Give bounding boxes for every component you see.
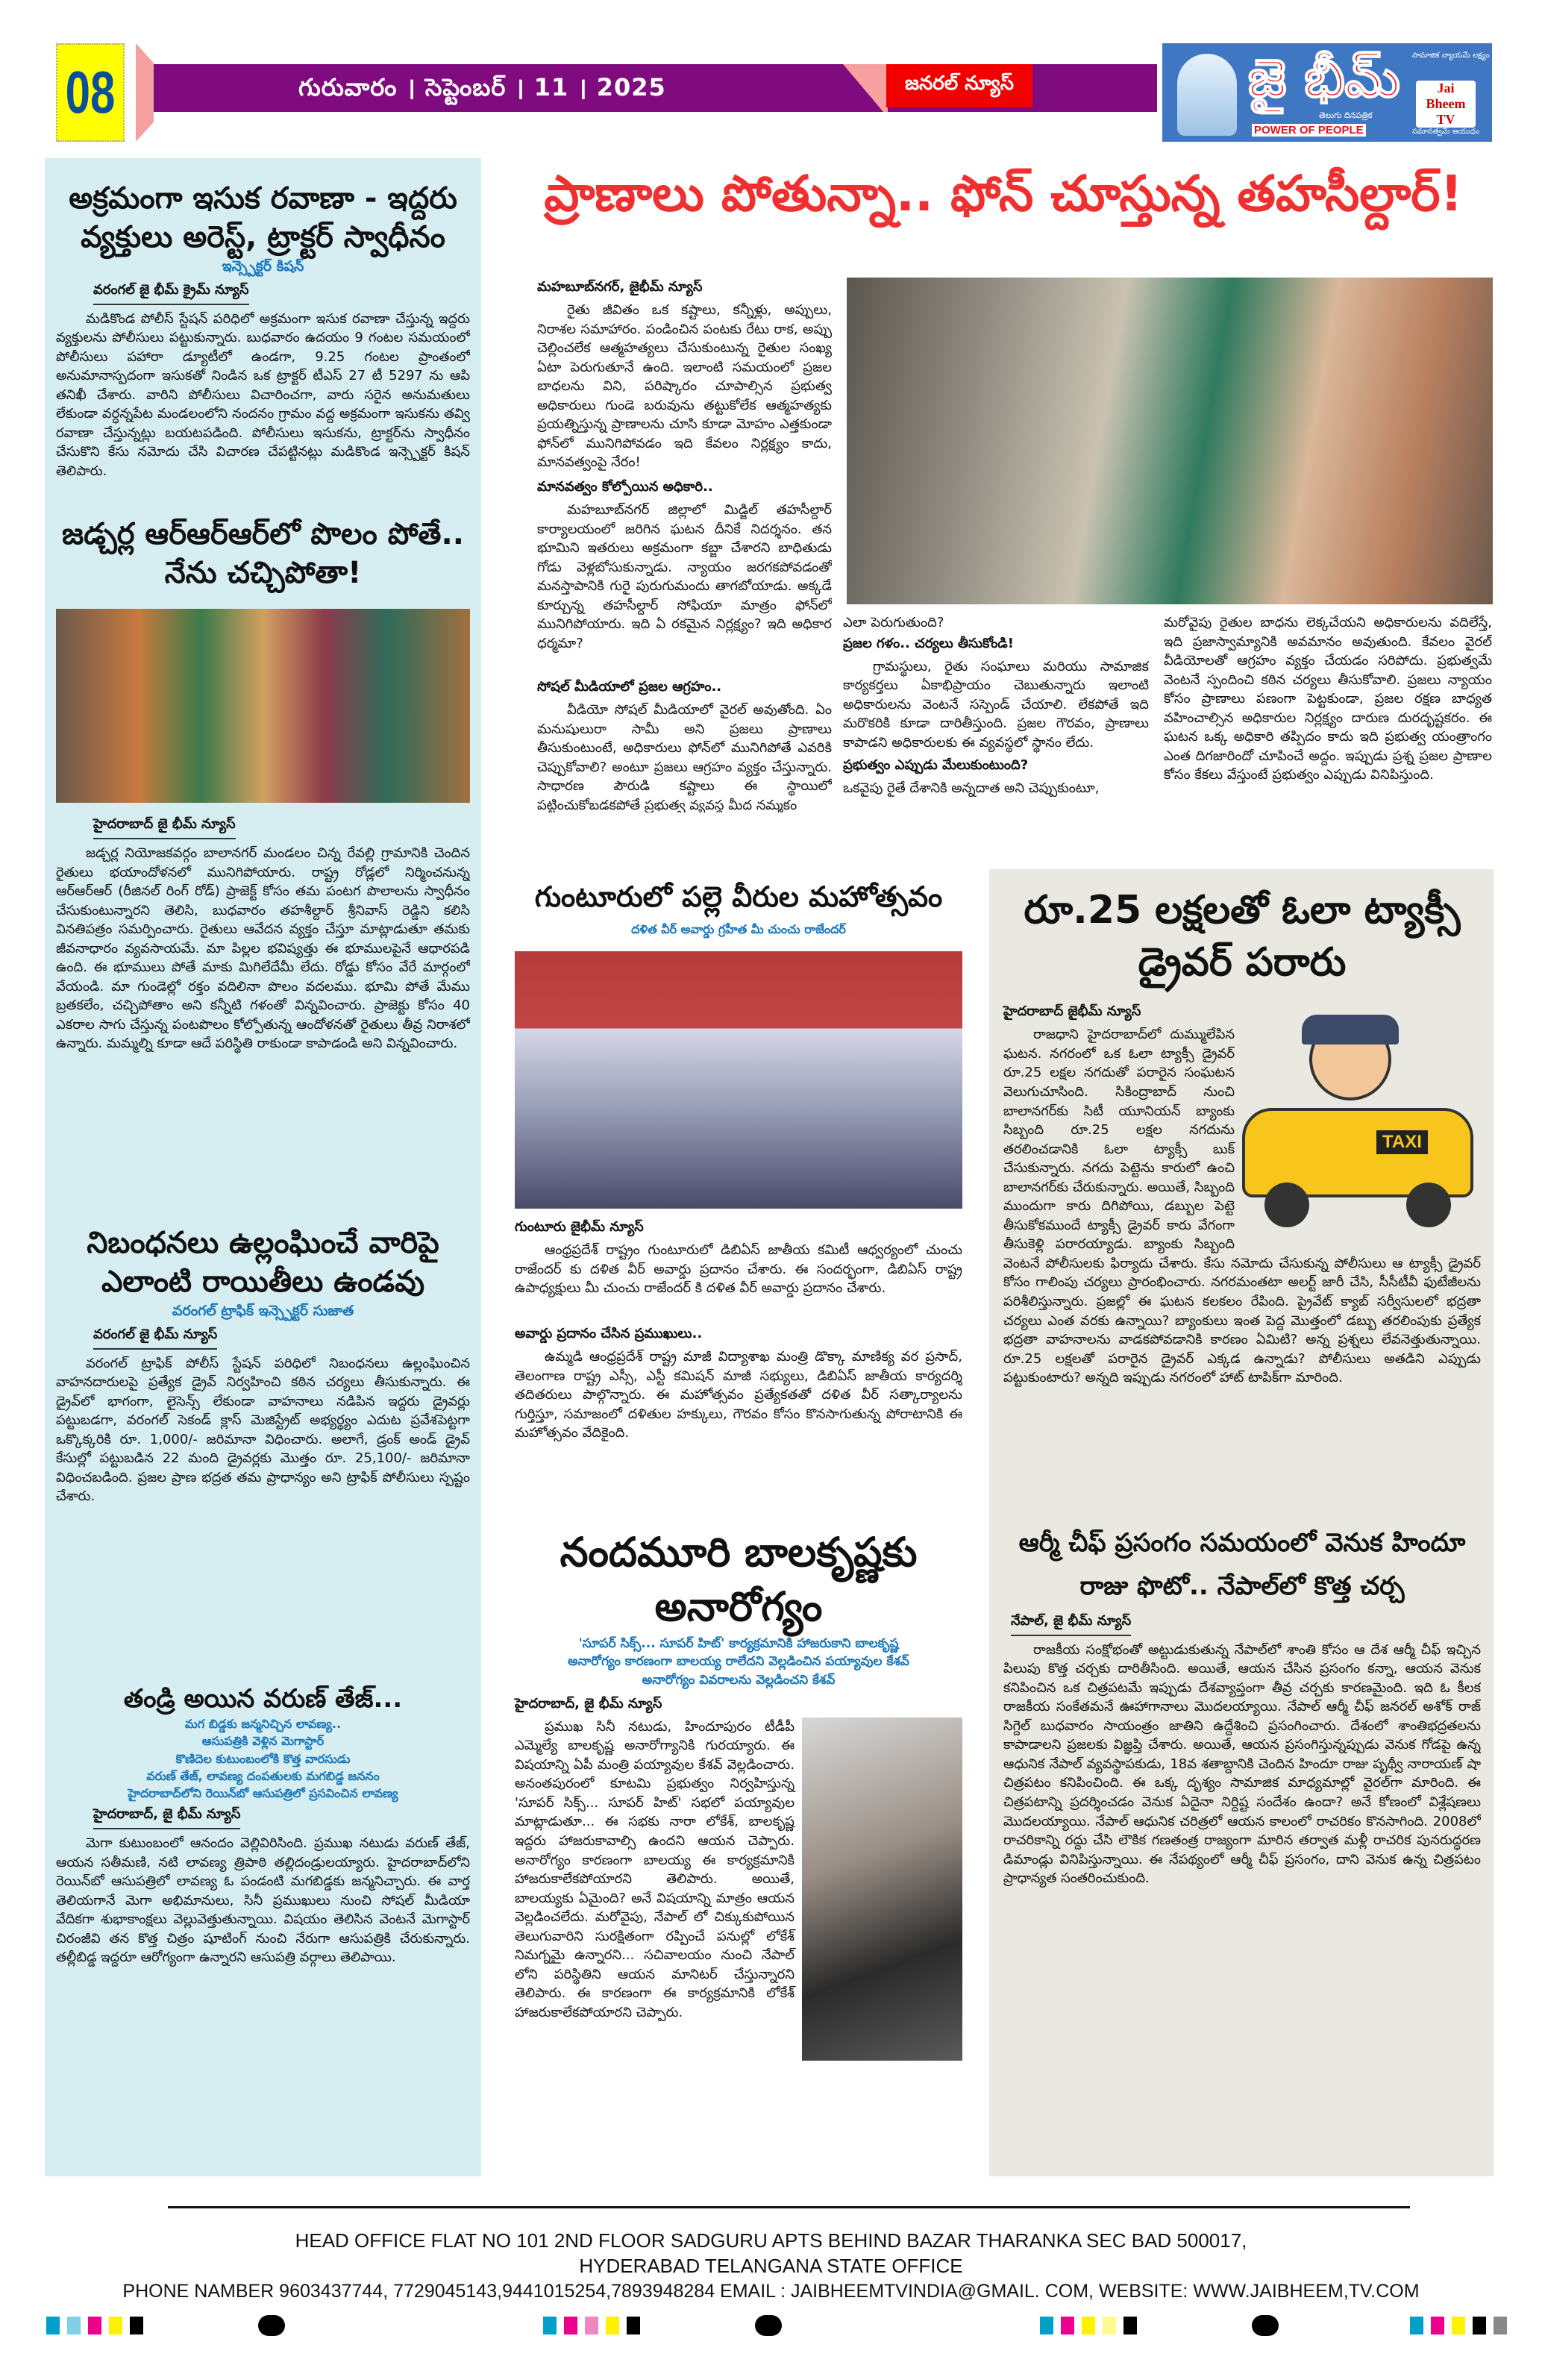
color-mark — [1040, 2317, 1053, 2334]
article-body: రైతు జీవితం ఒక కష్టాలు, కన్నీళ్లు, అప్పులు, నిరాశల సమాహారం. పండించిన పంటకు రేటు రాక, అప్పు చెల్లించలేక ఆత్మహత్యలు చేసుకుంటున్న రైతుల సంఖ్య ఏటా పెరుగుతూనే ఉంది. ఇలాంటి సమయంలో ప్రజల బాధలను విని, పరిష్కారం చూపాల్సిన ప్రభుత్వ అధికారులు గుండె బరువును తట్టుకోలేక ఆత్మహత్యకు ప్రయత్నిస్తున్న ప్రాణాలను చూసి కూడా మోహం ఎత్తకుండా ఫోన్‌లో మునిగిపోవడం ఇది కేవలం నిర్లక్ష్యం కాదు, మానవత్వంపై నేరం! — [537, 302, 832, 471]
dateline: హైదరాబాద్, జై భీమ్ న్యూస్ — [515, 1695, 662, 1712]
color-mark — [1123, 2317, 1137, 2334]
logo-telugu-daily: తెలుగు దినపత్రిక — [1319, 110, 1373, 120]
subheadline: దళిత వీర్ అవార్డు గ్రహీత మీ చుంచు రాజేందర్ — [631, 922, 846, 936]
subhead: సోషల్ మీడియాలో ప్రజల ఆగ్రహం.. — [537, 679, 722, 695]
color-mark — [564, 2317, 577, 2334]
headline: నిబంధనలు ఉల్లంఘించే వారిపై ఎలాంటి రాయితీలు ఉండవు — [87, 1226, 439, 1299]
subheadline: కొణిదెల కుటుంబంలోకి కొత్త వారసుడు — [175, 1751, 351, 1766]
color-mark — [1410, 2317, 1423, 2334]
registration-mark — [258, 2315, 285, 2336]
subhead: ప్రజల గళం.. చర్యలు తీసుకోండి! — [843, 635, 1014, 651]
color-mark — [109, 2317, 122, 2334]
subhead: మానవత్వం కోల్పోయిన అధికారి.. — [537, 479, 713, 495]
subheadline: అనారోగ్యం వివరాలను వెల్లడించని కేశవ్ — [642, 1673, 836, 1688]
article-body: మహబూబ్‌నగర్ జిల్లాలో మిడ్జిల్ తహసీల్దార్ కార్యాలయంలో జరిగిన ఘటన దీనికే నిదర్శనం. తన భూమిని ఇతరులు అక్రమంగా కబ్జా చేశారని బాధితుడు గోడు వెళ్లబోసుకున్నాడు. న్యాయం జరగకపోవడంతో మనస్తాపానికి గురై పురుగుమందు తాగబోయాడు. అక్కడే కూర్చున్న తహసీల్దార్ సోఫియా మాత్రం ఫోన్‌లో మునిగిపోయారు. ఇది ఏ రకమైన నిర్లక్ష్యం? ఇది అధికార ధర్మమా? — [537, 502, 832, 651]
dateline: వరంగల్ జై భీమ్ న్యూస్ — [93, 1327, 217, 1350]
article-varun-tej — [56, 1682, 470, 2132]
subheadline: హైదరాబాద్‌లోని రెయిన్‌బో ఆసుపత్రిలో ప్రసవించిన లావణ్య — [128, 1785, 398, 1800]
balakrishna-photo — [802, 1717, 962, 2061]
dateline: గుంటూరు జైభీమ్ న్యూస్ — [515, 1219, 644, 1236]
color-mark — [130, 2317, 143, 2334]
footer-office: HYDERABAD TELANGANA STATE OFFICE — [579, 2255, 963, 2277]
color-mark — [88, 2317, 101, 2334]
driver-cap-icon — [1302, 1015, 1399, 1045]
color-mark — [585, 2317, 598, 2334]
wheel-icon — [1406, 1183, 1451, 1227]
color-mark — [543, 2317, 557, 2334]
logo-tagline: POWER OF PEOPLE — [1252, 124, 1366, 137]
logo-bottom-note: సమానత్వమే ఆయుధం — [1412, 128, 1480, 136]
color-mark — [1082, 2317, 1095, 2334]
dateline: హైదరాబాద్ జైభీమ్ న్యూస్ — [1003, 1003, 1141, 1020]
headline: గుంటూరులో పల్లె వీరుల మహోత్సవం — [534, 880, 943, 913]
section-badge: జనరల్ న్యూస్ — [886, 64, 1032, 107]
color-mark — [1452, 2317, 1465, 2334]
article-body: జడ్చర్ల నియోజకవర్గం బాలానగర్ మండలం చిన్న రేవల్లి గ్రామానికి చెందిన రైతులు భయాందోళనలో మునిగిపోయారు. రాష్ట్ర రోడ్లలో నిర్మించనున్న ఆర్ఆర్ఆర్ (రీజినల్ రింగ్ రోడ్) ప్రాజెక్ట్ కోసం తమ పంటగ పొలాలను స్వాధీనం చేసుకుంటున్నారని తెలిసి, బుధవారం తహశీల్దార్ శ్రీనివాస్ రెడ్డిని కలిసి వినతిపత్రం సమర్పించారు. రైతులు ఆవేదన వ్యక్తం చేస్తూ మాట్లాడుతూ తమకు జీవనాధారం వ్యవసాయమే. మా పిల్లల భవిష్యత్తు ఈ భూములపైనే ఆధారపడి ఉంది. ఈ భూములు పోతే మాకు మిగిలేదేమీ లేదు. రోడ్డు కోసం వేరే మార్గంలో వేయండి. మా గుండెల్లో రక్తం వదిలినా పొలం వదలము. భూమి పోతే మేము బ్రతకలేం, చచ్చిపోతాం అని కన్నీటి గళంతో విన్నవించారు. ప్రాజెక్టు కోసం 40 ఎకరాల సాగు చేస్తున్న పంటపొలం కోల్పోతున్న ఆందోళనతో రైతులు తీవ్ర నిరాశలో ఉన్నారు. మమ్మల్ని కూడా ఆదే పరిస్థితి రాకుండా కాపాడండి అని విన్నవించారు. — [56, 845, 470, 1052]
headline: రూ.25 లక్షలతో ఓలా ట్యాక్సీ డ్రైవర్ పరారు — [1024, 888, 1461, 986]
masthead-logo — [1162, 43, 1492, 142]
main-story-col3 — [1164, 613, 1492, 830]
article-body: ఒకవైపు రైతే దేశానికి అన్నదాత అని చెప్పుకుంటూ, — [843, 780, 1100, 796]
subheadline: వరంగల్ ట్రాఫిక్ ఇన్స్పెక్టర్ సుజాత — [172, 1303, 354, 1319]
article-body: ఎలా పెరుగుతుంది? — [843, 615, 944, 630]
dateline: హైదరాబాద్ జై భీమ్ న్యూస్ — [93, 816, 236, 839]
logo-top-note: సామాజిక న్యాయమే లక్ష్యం — [1412, 51, 1490, 60]
article-text: రాజధాని హైదరాబాద్‌లో దుమ్ములేపిన ఘటన. నగరంలో ఒక ఓలా ట్యాక్సీ డ్రైవర్ రూ.25 లక్షల నగదుతో పరారైన సంఘటన వెలుగుచూసింది. సికింద్రాబాద్ నుంచి బాలానగర్‌కు సిటీ యూనియన్ బ్యాంకు సిబ్బంది రూ.25 లక్షల నగదును తరలించడానికి ఓలా ట్యాక్సీ బుక్ చేసుకున్నారు. నగదు పెట్టెను కారులో ఉంచి బాలానగర్‌కు చేరుకున్నారు. అయితే, సిబ్బంది ముందుగా కారు దిగిపోయి, డబ్బుల పెట్టె తీసుకోకముందే ట్యాక్సీ డ్రైవర్ కారు వేగంగా తీసుకెళ్లి పరారయ్యాడు. బ్యాంకు సిబ్బంది వెంటనే పోలీసులకు ఫిర్యాదు చేశారు. కేసు నమోదు చేసుకున్న పోలీసులు ఆ ట్యాక్సీ డ్రైవర్ కోసం గాలింపు చర్యలు ప్రారంభించారు. నగరమంతటా అలర్ట్ జారీ చేసి, సీసీటీవీ ఫుటేజీలను పరిశీలిస్తున్నారు. ప్రజల్లో ఈ ఘటన కలకలం రేపింది. ప్రైవేట్ క్యాబ్ సర్వీసులలో భద్రతా చర్యలు ఎంత వరకు ఉన్నాయి? బ్యాంకులు ఇంత పెద్ద మొత్తంలో డబ్బు తరలింపుకు ప్రత్యేక భద్రతా వాహనాలను వాడకపోవడానికి కారణం ఏమిటి? అన్న ప్రశ్నలు లేవనెత్తుతున్నాయి. రూ.25 లక్షలతో పరారైన డ్రైవర్ ఎక్కడ ఉన్నాడు? పోలీసులు అతడిని ఎప్పుడు పట్టుకుంటారు? అన్నది ఇప్పుడు నగరంలో హాట్ టాపిక్‌గా మారింది. — [1003, 1027, 1481, 1386]
logo-title: జై భీమ్ — [1248, 48, 1400, 109]
subheadline: ఇన్స్పెక్టర్ కిషన్ — [222, 258, 304, 275]
color-mark — [1103, 2317, 1116, 2334]
dateline: మహబూబ్‌నగర్, జైభీమ్ న్యూస్ — [537, 279, 703, 295]
farmers-photo — [56, 609, 470, 803]
subheadline: 'సూపర్ సిక్స్... సూపర్ హిట్' కార్యక్రమానికి హాజరుకాని బాలకృష్ణ — [578, 1635, 899, 1651]
color-mark — [606, 2317, 619, 2334]
subheadline: ఆసుపత్రికి వెళ్లిన మెగాస్టార్ — [201, 1734, 325, 1749]
main-story-col1 — [537, 276, 832, 812]
article-body: మడికొండ పోలీస్ స్టేషన్ పరిధిలో అక్రమంగా ఇసుక రవాణా చేస్తున్న ఇద్దరు వ్యక్తులను పోలీసులు పట్టుకున్నారు. బుధవారం ఉదయం 9 గంటల సమయంలో పోలీసులు పహారా డ్యూటీలో ఉండగా, 9.25 గంటల ప్రాంతంలో అనుమానాస్పదంగా ఇసుకతో నిండిన ఒక ట్రాక్టర్ టీఎస్ 27 టీ 5297 ను ఆపి తనిఖీ చేశారు. వారిని పోలీసులు విచారించగా, వారు సరైన అనుమతులు లేకుండా వర్ధన్నపేట మండలంలోని నందనం గ్రామం వద్ద అక్రమంగా ఇసుకను తవ్వి రవాణా చేస్తున్నట్లు బయటపడింది. పోలీసులు ఇసుకను, ట్రాక్టర్‌ను స్వాధీనం చేసుకొని కేసు నమోదు చేసి విచారణ చేపట్టినట్లు మడికొండ ఇన్స్పెక్టర్ కిషన్ తెలిపారు. — [56, 310, 470, 479]
main-headline: ప్రాణాలు పోతున్నా.. ఫోన్ చూస్తున్న తహసీల్దార్! — [544, 165, 1463, 222]
article-body: వీడియో సోషల్ మీడియాలో వైరల్ అవుతోంది. ఏం మనుషులురా సామీ అని ప్రజలు ప్రాణాలు తీసుకుంటుంటే, అధికారులు ఫోన్‌లో మునిగిపోతే ఎవరికి చెప్పుకోవాలి? అంటూ ప్రజలు ఆగ్రహం వ్యక్తం చేస్తున్నారు. సాధారణ పౌరుడి కష్టాలు ఈ స్థాయిలో పట్టించుకోబడకపోతే ప్రభుత్వ వ్యవస్థ మీద నమ్మకం — [537, 702, 832, 812]
taxi-driver-illustration — [1235, 1018, 1481, 1227]
headline: ఆర్మీ చీఫ్ ప్రసంగం సమయంలో వెనుక హిందూ రాజు ఫొటో.. నేపాల్‌లో కొత్త చర్చ — [1018, 1528, 1466, 1601]
footer-address: HEAD OFFICE FLAT NO 101 2ND FLOOR SADGURU APTS BEHIND BAZAR THARANKA SEC BAD 500017, — [295, 2229, 1247, 2252]
article-body: వరంగల్ ట్రాఫిక్ పోలీస్ స్టేషన్ పరిధిలో నిబంధనలు ఉల్లంఘించిన వాహనదారులపై ప్రత్యేక డ్రైవ్ నిర్వహించి కఠిన చర్యలు తీసుకున్నారు. ఈ డ్రైవ్‌లో భాగంగా, లైసెన్స్ లేకుండా వాహనాలు నడిపిన ఇద్దరు డ్రైవర్లు పట్టుబడగా, వరంగల్ సెకండ్ క్లాస్ మెజిస్ట్రేట్ అభ్యర్థ్యం ఎదుట ప్రవేశపెట్టగా ఒక్కొక్కరికి రూ. 1,000/- జరిమానా విధించారు. అలాగే, డ్రంక్ అండ్ డ్రైవ్ కేసుల్లో పట్టుబడిన 22 మంది డ్రైవర్లకు మొత్తం రూ. 25,100/- జరిమానా విధించబడింది. ప్రజల ప్రాణ భద్రత తమ ప్రాధాన్యం అని ట్రాఫిక్ పోలీసులు స్పష్టం చేశారు. — [56, 1355, 470, 1505]
color-mark — [1061, 2317, 1074, 2334]
jai-bheem-tv-logo: Jai Bheem TV — [1416, 81, 1476, 128]
article-traffic-rules — [56, 1224, 470, 1667]
issue-date: గురువారం । సెప్టెంబర్ । 11 । 2025 — [298, 73, 666, 101]
subheadline: అనారోగ్యం కారణంగా బాలయ్య రాలేదని వెల్లడించిన పయ్యావుల కేశవ్ — [568, 1654, 909, 1670]
color-mark — [1494, 2317, 1507, 2334]
color-mark — [1431, 2317, 1444, 2334]
color-mark — [46, 2317, 60, 2334]
color-mark — [627, 2317, 640, 2334]
wheel-icon — [1264, 1183, 1309, 1227]
subhead: ప్రభుత్వం ఎప్పుడు మేలుకుంటుంది? — [843, 757, 1029, 773]
dateline: వరంగల్ జై భీమ్ క్రైమ్ న్యూస్ — [93, 282, 249, 305]
headline: అక్రమంగా ఇసుక రవాణా - ఇద్దరు వ్యక్తులు అరెస్ట్, ట్రాక్టర్ స్వాధీనం — [69, 181, 457, 254]
article-jadcherla-rrr — [56, 515, 470, 1209]
registration-mark — [1252, 2315, 1279, 2336]
ambedkar-portrait-icon — [1177, 54, 1237, 136]
award-ceremony-photo — [515, 951, 962, 1209]
article-nepal — [1003, 1522, 1481, 2155]
color-mark — [67, 2317, 81, 2334]
color-mark — [1473, 2317, 1486, 2334]
article-body: మెగా కుటుంబంలో ఆనందం వెల్లివిరిసింది. ప్రముఖ నటుడు వరుణ్ తేజ్, ఆయన సతీమణి, నటి లావణ్య త్రిపాఠి తల్లిదండ్రులయ్యారు. హైదరాబాద్‌లోని రెయిన్‌బో ఆసుపత్రిలో లావణ్య ఓ పండంటి మగబిడ్డకు జన్మనిచ్చారు. ఈ వార్త తెలియగానే మెగా అభిమానులు, సినీ ప్రముఖులు నుంచి సోషల్ మీడియా వేదికగా శుభాకాంక్షలు వెల్లువెత్తుతున్నాయి. విషయం తెలిసిన వెంటనే మెగాస్టార్ చిరంజీవి తన కొత్త చిత్రం షూటింగ్ నుంచి నేరుగా ఆసుపత్రికి చేరుకున్నారు. తల్లీబిడ్డ ఇద్దరూ ఆరోగ్యంగా ఉన్నారని ఆసుపత్రి వర్గాలు తెలిపాయి. — [56, 1835, 470, 1966]
subhead: అవార్డు ప్రదానం చేసిన ప్రముఖులు.. — [515, 1326, 703, 1342]
footer-divider — [168, 2206, 1410, 2208]
page-number: 08 — [56, 43, 125, 142]
dateline: నేపాల్, జై భీమ్ న్యూస్ — [1011, 1613, 1131, 1636]
headline: తండ్రి అయిన వరుణ్ తేజ్... — [123, 1684, 403, 1714]
headline: నందమూరి బాలకృష్ణకు అనారోగ్యం — [560, 1529, 918, 1630]
dateline: హైదరాబాద్, జై భీమ్ న్యూస్ — [93, 1806, 240, 1829]
headline: జడ్చర్ల ఆర్ఆర్ఆర్‌లో పొలం పోతే.. నేను చచ్చిపోతా! — [62, 517, 464, 590]
footer-contact: PHONE NAMBER 9603437744, 7729045143,9441015254,7893948284 EMAIL : JAIBHEEMTVINDIA@GMAIL. COM, WEBSITE: WWW.JAIBHEEM,TV.COM — [122, 2281, 1420, 2302]
article-body: గ్రామస్థులు, రైతు సంఘాలు మరియు సామాజిక కార్యకర్తలు ఏకాభిప్రాయం చెబుతున్నారు ఇలాంటి అధికారులను వెంటనే సస్పెండ్ చేయాలి. లేకపోతే ఇది మరొకరికి కూడా దారితీస్తుంది. ప్రజల గౌరవం, ప్రాణాలు కాపాడని అధికారులకు ఈ వ్యవస్థలో స్థానం లేదు. — [843, 658, 1149, 751]
article-body: ఉమ్మడి ఆంధ్రప్రదేశ్ రాష్ట్ర మాజీ విద్యాశాఖ మంత్రి డొక్కా మాణిక్య వర ప్రసాద్, తెలంగాణ రాష్ట్ర ఎస్సీ, ఎస్టీ కమిషన్ మాజీ సభ్యులు, డిబిఏస్ జాతీయ కార్యదర్శి తదితరులు పాల్గొన్నారు. ఈ మహోత్సవం ప్రత్యేకతతో దళిత వీర్ సత్కార్యాలను గుర్తిస్తూ, సమాజంలో దళితుల హక్కులు, గౌరవం కోసం కొనసాగుతున్న పోరాటానికి ఈ మహోత్సవం వేదికైంది. — [515, 1349, 962, 1441]
tahsildar-office-photo — [847, 278, 1493, 604]
subheadline: మగ బిడ్డకు జన్మనిచ్చిన లావణ్య.. — [184, 1717, 342, 1732]
decorative-wedge — [136, 43, 154, 142]
article-body: ఆంధ్రప్రదేశ్ రాష్ట్రం గుంటూరులో డిబిఏస్ జాతీయ కమిటీ ఆధ్వర్యంలో చుంచు రాజేందర్ కు దళిత వీర్ అవార్డు ప్రదానం చేశారు. ఈ సందర్భంగా, డిబిఏస్ రాష్ట్ర ఉపాధ్యక్షులు మీ చుంచు రాజేందర్ కి దళిత వీర్ అవార్డు ప్రదానం చేశారు. — [515, 1242, 962, 1297]
article-body: మరోవైపు రైతుల బాధను లెక్కచేయని అధికారులను వదిలేస్తే, ఇది ప్రజాస్వామ్యానికి అవమానం అవుతుంది. కేవలం వైరల్ వీడియోలతో ఆగ్రహం వ్యక్తం చేయడం సరిపోదు. ప్రభుత్వమే వెంటనే స్పందించి కఠిన చర్యలు తీసుకోవాలి. ప్రజలు న్యాయం కోసం ప్రాణాలు పణంగా పెట్టకుండా, ప్రజల రక్షణ బాధ్యత వహించాల్సిన అధికారుల నిర్లక్ష్యం దారుణ దురదృష్టకరం. ఈ ఘటన ఒక్క అధికారి తప్పిదం కాదు ఇది ప్రభుత్వ యంత్రాంగం ఎంత దిగజారిందో చూపించే అద్దం. ఇప్పుడు ప్రశ్న ప్రజల ప్రాణాల కోసం కేకలు వేస్తుంటే ప్రభుత్వం ఎప్పుడు వినిపిస్తుంది. — [1164, 615, 1492, 783]
subheadline: వరుణ్ తేజ్, లావణ్య దంపతులకు మగబిడ్డ జననం — [146, 1768, 380, 1783]
article-body: రాజకీయ సంక్షోభంతో అట్టుడుకుతున్న నేపాల్‌లో శాంతి కోసం ఆ దేశ ఆర్మీ చీఫ్ ఇచ్చిన పిలుపు కొత్త చర్చకు దారితీసింది. అయితే, ఆయన చేసిన ప్రసంగం కన్నా, ఆయన వెనుక కనిపించిన ఒక చిత్రపటమే ఇప్పుడు దేశవ్యాప్తంగా తీవ్ర చర్చకు కారణమైంది. ఇది ఓ కీలక రాజకీయ సంకేతమనే ఊహాగానాలు మొదలయ్యాయి. నేపాల్ ఆర్మీ చీఫ్ జనరల్ అశోక్ రాజ్ సిగ్దెల్ బుధవారం సాయంత్రం జాతిని ఉద్దేశించి ప్రసంగించారు. దేశంలో శాంతిభద్రతలను కాపాడాలని ప్రజలకు విజ్ఞప్తి చేశారు. అయితే, ఆయన ప్రసంగిస్తున్నప్పుడు వెనుక గోడపై ఉన్న ఆధునిక నేపాల్ వ్యవస్థాపకుడు, 18వ శతాబ్దానికి చెందిన హిందూ రాజు పృథ్వీ నారాయణ్ షా చిత్రపటం కనిపించింది. ఈ ఒక్క దృశ్యం సామాజిక మాధ్యమాల్లో వైరల్‌గా మారింది. ఈ చిత్రపటాన్ని ప్రదర్శించడం వెనుక ఏదైనా నిర్దిష్ట సందేశం ఉందా? అనే కోణంలో విశ్లేషణలు మొదలయ్యాయి. నేపాల్ ఆధునిక చరిత్రలో ఆయన కాలంలో రాచరికం కొనసాగింది. 2008లో రాచరికాన్ని రద్దు చేసి లౌకిక గణతంత్ర రాజ్యంగా మారిన తర్వాత మళ్లీ రాచరిక పునరుద్ధరణ డిమాండ్లు వినిపిస్తున్నాయి. ఈ నేపథ్యంలో ఆర్మీ చీఫ్ ప్రసంగం, దాని వెనుక ఉన్న చిత్రపటం ప్రాధాన్యత సంతరించుకుంది. — [1003, 1641, 1481, 1887]
article-text: ప్రముఖ సినీ నటుడు, హిందూపురం టీడీపీ ఎమ్మెల్యే బాలకృష్ణ అనారోగ్యానికి గురయ్యారు. ఈ విషయాన్ని ఏపీ మంత్రి పయ్యావుల కేశవ్ వెల్లడించారు. అనంతపురంలో కూటమి ప్రభుత్వం నిర్వహిస్తున్న 'సూపర్ సిక్స్... సూపర్ హిట్' సభలో పయ్యావుల మాట్లాడుతూ... ఈ సభకు నారా లోకేశ్, బాలకృష్ణ ఇద్దరు హాజరుకావాల్సి ఉందని ఆయన చెప్పారు. అనారోగ్యం కారణంగా బాలయ్య ఈ కార్యక్రమానికి హాజరుకాలేకపోయారని తెలిపారు. అయితే, బాలయ్యకు ఏమైంది? అనే విషయాన్ని మాత్రం ఆయన వెల్లడించలేదు. మరోవైపు, నేపాల్ లో చిక్కుకుపోయిన తెలుగువారిని సురక్షితంగా రప్పించే పనుల్లో లోకేశ్ నిమగ్నమై ఉన్నారని... సచివాలయం నుంచి నేపాల్ లోని పరిస్థితిని ఆయన మానిటర్ చేస్తున్నారని తెలిపారు. ఈ కారణంగా ఈ కార్యక్రమానికి లోకేశ్ హాజరుకాలేకపోయారని చెప్పారు. — [515, 1718, 794, 2020]
taxi-sign: TAXI — [1376, 1130, 1428, 1154]
article-balakrishna — [515, 1526, 962, 2135]
article-guntur — [515, 880, 962, 1504]
article-sand-smuggling — [56, 179, 470, 504]
registration-mark — [755, 2315, 782, 2336]
article-ola-taxi — [1003, 884, 1481, 1526]
main-story-col2 — [843, 613, 1149, 798]
article-body — [515, 1717, 962, 2135]
